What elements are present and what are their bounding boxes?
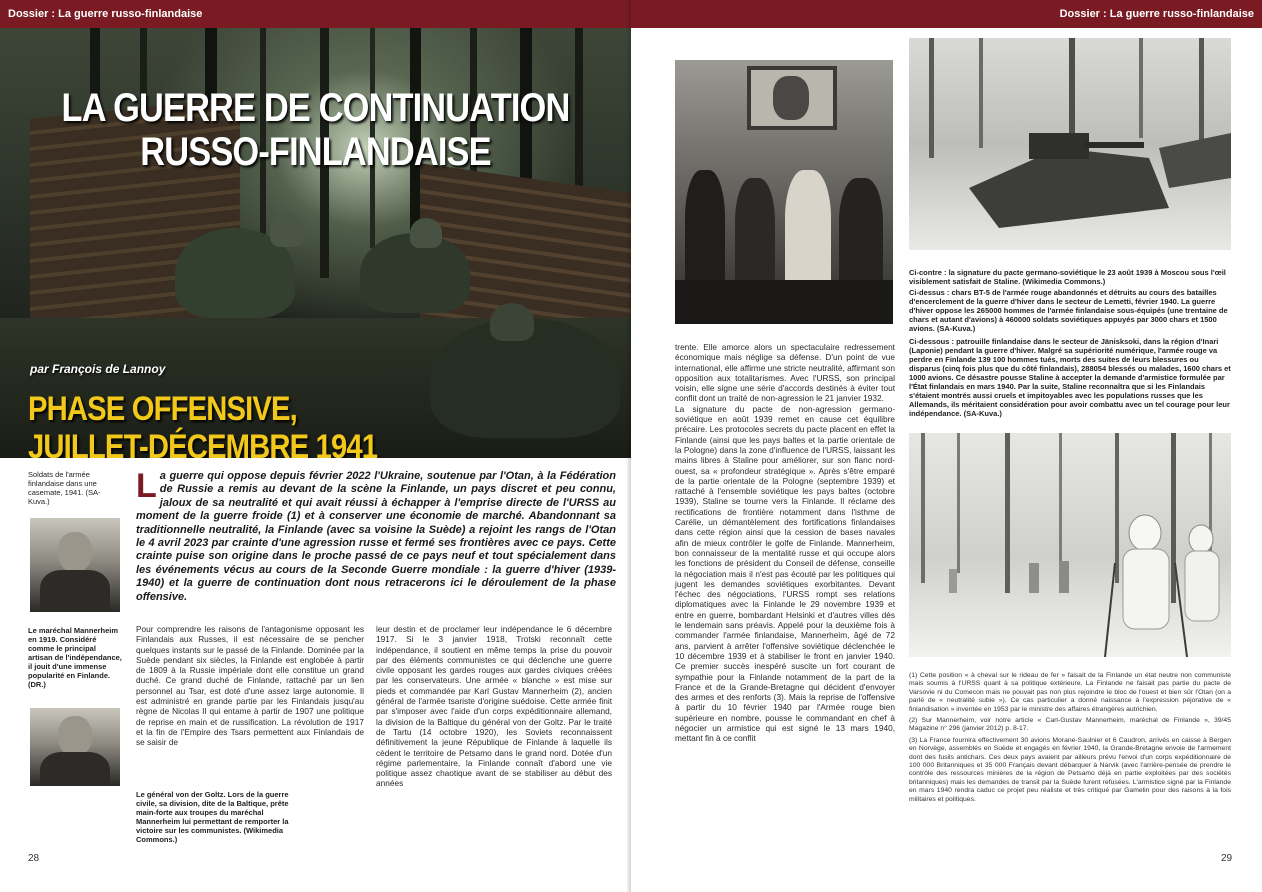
lead-text: a guerre qui oppose depuis février 2022 l'Ukraine, soutenue par l'Otan, à la Fédération de Russie a remis au devant de la scène la Finlande, un pays discret et peu connu, jaloux de sa neutralité et qui avait réussi à échapper à l'emprise directe de l'URSS au moment de la guerre froide (1) et à conserver une économie de marché. Abandonnant sa traditionnelle neutralité, la Finlande (avec sa voisine la Suède) a rejoint les rangs de l'Otan le 4 avril 2023 par crainte d'une agression russe et fermé ses frontières avec ce pays. Cette crainte puise son origine dans le proche passé de ce pays neuf et tout spécialement dans les événements vécus au cours de la Seconde Guerre mondiale : la guerre d'hiver (1939-1940) et la guerre de continuation dont nous retracerons ici le déroulement de la phase offensive. [136, 470, 616, 603]
page-number-right: 29 [1221, 853, 1233, 864]
mannerheim-caption: Le maréchal Mannerheim en 1919. Considéré comme le principal artisan de l'indépendance, il jouit d'une immense popularité en Finlande. (DR.) [28, 626, 122, 689]
winter-trees-graphic [909, 38, 1231, 250]
pact-caption: Ci-contre : la signature du pacte germano-soviétique le 23 août 1939 à Moscou sous l'œil visiblement satisfait de Staline. (Wikimedia Commons.) [909, 268, 1226, 286]
article-subtitle [28, 390, 377, 458]
patrol-caption: Ci-dessous : patrouille finlandaise dans le secteur de Jänisksoki, dans la région d'Inari (Laponie) pendant la guerre d'hiver. Malgré sa supériorité numérique, l'armée rouge va perdre en Finlande 139 100 hommes tués, morts des suites de leurs blessures ou disparus (cinq fois plus que du côté finlandais), 288054 blessés ou malades, 1600 chars et 1000 avions. Ce désastre pousse Staline à accepter la demande d'armistice formulée par l'État finlandais en mars 1940. Par la suite, Staline reconnaîtra que si les Finlandais s'étaient montrés aussi cruels et impitoyables avec les populations russes que les Allemands, ils méritaient considération pour avoir combattu avec un tel courage pour leur indépendance. (SA-Kuva.) [909, 337, 1231, 418]
drop-cap: L [136, 467, 157, 505]
footnote-2: (2) Sur Mannerheim, voir notre article « Carl-Gustav Mannerheim, maréchal de Finlande », 39/45 Magazine n° 296 (janvier 2012) p. 8-17. [909, 717, 1231, 733]
section-header-right: Dossier : La guerre russo-finlandaise [631, 0, 1262, 28]
footnote-3: (3) La France fournira effectivement 30 avions Morane-Saulnier et 6 Caudron, arrivés en caisse à Bergen en Norvège, assemblés en Suède et engagés en février 1940, la Grande-Bretagne envoie de l'armement dont des fusils antichars. Ces deux pays avaient par ailleurs prévu l'envoi d'un corps expéditionnaire de 100 000 Britanniques et 35 000 Français devant débarquer à Narvik (avec l'arrière-pensée de prendre le contrôle des ressources minières de la région de Petsamo déjà en partie exploitées par des sociétés britanniques) mais les demandes de transit par la Suède furent refusées. L'armistice signé par la Finlande en mars 1940 rendra caduc ce projet peu réaliste et très critiqué par Gamelin pour des raisons à la fois militaires et politiques. [909, 736, 1231, 803]
finnish-patrol-photo [909, 433, 1231, 657]
goltz-portrait [30, 708, 120, 786]
pact-signing-photo [675, 60, 893, 324]
goltz-caption: Le général von der Goltz. Lors de la guerre civile, sa division, dite de la Baltique, prête main-forte aux troupes du maréchal Mannerheim lui permettant de remporter la victoire sur les communistes. (Wikimedia Commons.) [136, 790, 289, 844]
lead-paragraph [136, 467, 616, 604]
hero-caption: Soldats de l'armée finlandaise dans une casemate, 1941. (SA-Kuva.) [28, 470, 101, 506]
article-title-line1: LA GUERRE DE CONTINUATION [61, 86, 570, 130]
mannerheim-portrait [30, 518, 120, 612]
body-column-1: Pour comprendre les raisons de l'antagonisme opposant les Finlandais aux Russes, il est nécessaire de se pencher quelques instants sur le passé de la Finlande. Dominée par la Suède pendant six siècles, la Finlande est englobée à partir de 1809 à la Russie impériale dont elle constitue un grand duché. Ce grand duché de Finlande, rattaché par un lien personnel au Tsar, est doté d'une assez large autonomie. Il est administré en grande partie par les Finlandais jusqu'au règne de Nicolas II qui entame à partir de 1907 une politique de reprise en main et de russification. La révolution de 1917 et la fin de l'Empire des Tsars permettent aux Finlandais de se saisir de [136, 624, 364, 748]
snow-forest-graphic [909, 433, 1231, 657]
article-subtitle-line2: JUILLET-DÉCEMBRE 1941 [28, 428, 378, 458]
author-byline: par François de Lannoy [30, 362, 166, 376]
article-title [44, 86, 587, 174]
body-column-2: leur destin et de proclamer leur indépendance le 6 décembre 1917. Si le 3 janvier 1918, Trotski reconnaît cette indépendance, il soutient en même temps la prise du pouvoir par des éléments communistes ce qui déclenche une guerre civile opposant les gardes rouges aux gardes civiques créées par les conservateurs. Une armée « blanche » est mise sur pieds et commandée par Karl Gustav Mannerheim (2), ancien général de l'armée tsariste d'origine suédoise. Cette armée finit par s'imposer avec l'aide d'un corps expéditionnaire allemand, la division de la Baltique du général von der Goltz. Par le traité de Tartu (14 octobre 1920), les Soviets reconnaissent définitivement la jeune République de Finlande à laquelle ils cèdent le territoire de Petsamo dans le grand nord. Dotée d'un régime parlementaire, la Finlande connaît d'abord une vie politique assez chaotique avant de se stabiliser au début des années [376, 624, 612, 789]
article-subtitle-line1: PHASE OFFENSIVE, [28, 390, 297, 428]
body-column-3: trente. Elle amorce alors un spectaculaire redressement économique mais néglige sa défense. D'un point de vue international, elle affirme une stricte neutralité, affirmant son opposition aux totalitarismes. Avec l'URSS, son principal voisin, elle signe une série d'accords destinés à éviter tout conflit dont un traité de non-agression le 21 janvier 1932. La signature du pacte de non-agression germano-soviétique en août 1939 remet en cause cet équilibre précaire. Les protocoles secrets du pacte placent en effet la Finlande (ainsi que les pays baltes et la partie orientale de la Pologne) dans la zone d'influence de l'URSS, laissant les mains libres à Staline pour améliorer, sur son flanc nord-ouest, sa « profondeur stratégique ». Après s'être emparé de la partie orientale de la Pologne (septembre 1939) et rattaché à l'ensemble soviétique les pays baltes (octobre 1939), Staline se tourne vers la Finlande. Il réclame des rectifications de frontière notamment dans l'isthme de Carélie, un démantèlement des fortifications finlandaises dans cette région ainsi que la cession de bases navales afin de mieux contrôler le golfe de Finlande. Mannerheim, bon connaisseur de la mentalité russe et qui occupe alors les fonctions de président du Conseil de défense, conseille la négociation mais il n'est pas écouté par les politiques qui jugent les demandes soviétiques exorbitantes. Devant l'échec des négociations, l'URSS rompt ses relations diplomatiques avec la Finlande le 29 novembre 1939 et entre en guerre, bombardant Helsinki et d'autres villes dès le lendemain sans préavis. Appelé pour la deuxième fois à commander l'armée finlandaise, Mannerheim, âgé de 72 ans, parvient à arrêter l'offensive soviétique déclenchée le 10 décembre 1939 et à stabiliser le front en janvier 1940. Ce premier succès inespéré suscite un fort courant de sympathie pour la Finlande notamment de la part de la France et de la Grande-Bretagne qui décident d'envoyer des armes et des renforts (3). Mais la reprise de l'offensive à partir du 10 février 1940 par l'Armée rouge bien supérieure en nombre, pousse le commandant en chef à négocier un armistice qui est signé le 13 mars 1940, mettant fin à ce conflit [675, 342, 895, 744]
page-number-left: 28 [28, 853, 40, 864]
footnote-1: (1) Cette position « à cheval sur le rideau de fer » faisait de la Finlande un état neutre non communiste mais soumis à l'URSS quant à sa politique extérieure. La Finlande ne faisait pas partie du pacte de Varsovie ni du Comecon mais ne pouvait pas non plus rejoindre le bloc de l'ouest et bien sûr l'Otan (on a parlé de « neutralité subie »). Ce cas particulier a donné naissance à l'expression péjorative de « finlandisation » inventée en 1953 par le ministre des affaires étrangères autrichien. [909, 672, 1231, 713]
footnotes [909, 672, 1231, 807]
section-header-left: Dossier : La guerre russo-finlandaise [0, 0, 631, 28]
hero-photo [0, 28, 631, 458]
article-title-line2: RUSSO-FINLANDAISE [140, 130, 491, 174]
tanks-caption: Ci-dessus : chars BT-5 de l'armée rouge abandonnés et détruits au cours des batailles d'encerclement de la guerre d'hiver dans le secteur de Lemetti, février 1940. La guerre d'hiver oppose les 265000 hommes de l'armée finlandaise sous-équipés (une trentaine de chars et autant d'avions) à 460000 soldats soviétiques appuyés par 3000 chars et 1500 avions. (SA-Kuva.) [909, 288, 1228, 333]
abandoned-tanks-photo [909, 38, 1231, 250]
right-page [631, 0, 1262, 892]
